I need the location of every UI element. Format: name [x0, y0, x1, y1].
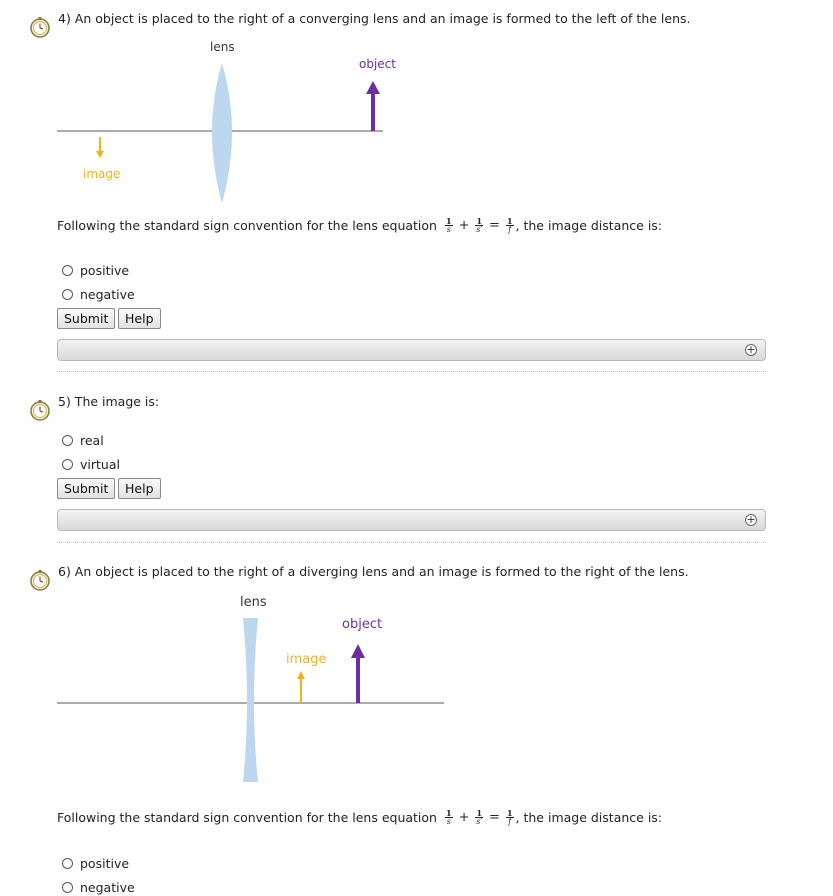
- q4-image-label: image: [83, 167, 121, 181]
- frac-1-s: $\frac{1}{s}$: [445, 808, 452, 826]
- q4-equation-line: Following the standard sign convention for the lens equation $\frac{1}{s}$ + $\frac{1}{s'}$ = $\frac{1}{f}$ , the image distance is:: [57, 216, 663, 234]
- radio-button[interactable]: [62, 265, 73, 276]
- converging-lens: [212, 63, 232, 203]
- equation-suffix: , the image distance is:: [515, 810, 663, 825]
- q5-submit-button[interactable]: Submit: [57, 478, 115, 499]
- plus-circle-icon[interactable]: +: [746, 343, 756, 356]
- radio-button[interactable]: [62, 882, 73, 893]
- radio-button[interactable]: [62, 858, 73, 869]
- q4-object-label: object: [359, 57, 396, 71]
- diverging-lens: [243, 618, 258, 782]
- equation-prefix: Following the standard sign convention for the lens equation: [57, 810, 437, 825]
- q6-lens-label: lens: [240, 595, 267, 610]
- q4-timer-icon: [29, 16, 51, 41]
- q6-image-label: image: [286, 652, 327, 667]
- q6-title: 6) An object is placed to the right of a diverging lens and an image is formed to the right of the lens.: [58, 564, 689, 579]
- radio-button[interactable]: [62, 459, 73, 470]
- q5-timer-icon: [29, 399, 51, 424]
- q5-hint-bar[interactable]: [57, 509, 766, 531]
- q5-option-virtual[interactable]: virtual: [62, 457, 120, 472]
- separator: [57, 542, 766, 543]
- q6-equation-line: Following the standard sign convention for the lens equation $\frac{1}{s}$ + $\frac{1}{s'}$ = $\frac{1}{f}$ , the image distance is:: [57, 808, 663, 826]
- frac-1-sprime: $\frac{1}{s'}$: [476, 808, 483, 826]
- radio-button[interactable]: [62, 435, 73, 446]
- q4-diagram: [57, 38, 397, 208]
- equation-suffix: , the image distance is:: [515, 218, 663, 233]
- separator: [57, 371, 766, 372]
- q6-diagram: [57, 612, 457, 792]
- frac-1-sprime: $\frac{1}{s'}$: [476, 216, 483, 234]
- q6-option-negative[interactable]: negative: [62, 880, 135, 895]
- q4-lens-label: lens: [210, 40, 235, 54]
- q4-title: 4) An object is placed to the right of a converging lens and an image is formed to the left of the lens.: [58, 11, 691, 26]
- object-arrow: [366, 81, 380, 131]
- q4-help-button[interactable]: Help: [118, 308, 161, 329]
- q5-help-button[interactable]: Help: [118, 478, 161, 499]
- object-arrow: [351, 644, 365, 703]
- q6-option-positive[interactable]: positive: [62, 856, 129, 871]
- plus-circle-icon[interactable]: +: [746, 513, 756, 526]
- frac-1-f: $\frac{1}{f}$: [506, 216, 513, 234]
- q4-submit-button[interactable]: Submit: [57, 308, 115, 329]
- radio-button[interactable]: [62, 289, 73, 300]
- q6-timer-icon: [29, 569, 51, 594]
- q6-object-label: object: [342, 617, 383, 632]
- q5-option-real[interactable]: real: [62, 433, 104, 448]
- q4-hint-bar[interactable]: [57, 339, 766, 361]
- frac-1-s: $\frac{1}{s}$: [445, 216, 452, 234]
- image-arrow: [297, 671, 305, 703]
- q4-option-negative[interactable]: negative: [62, 287, 135, 302]
- q4-option-positive[interactable]: positive: [62, 263, 129, 278]
- image-arrow: [96, 137, 104, 158]
- equation-prefix: Following the standard sign convention for the lens equation: [57, 218, 437, 233]
- q5-title: 5) The image is:: [58, 394, 160, 409]
- frac-1-f: $\frac{1}{f}$: [506, 808, 513, 826]
